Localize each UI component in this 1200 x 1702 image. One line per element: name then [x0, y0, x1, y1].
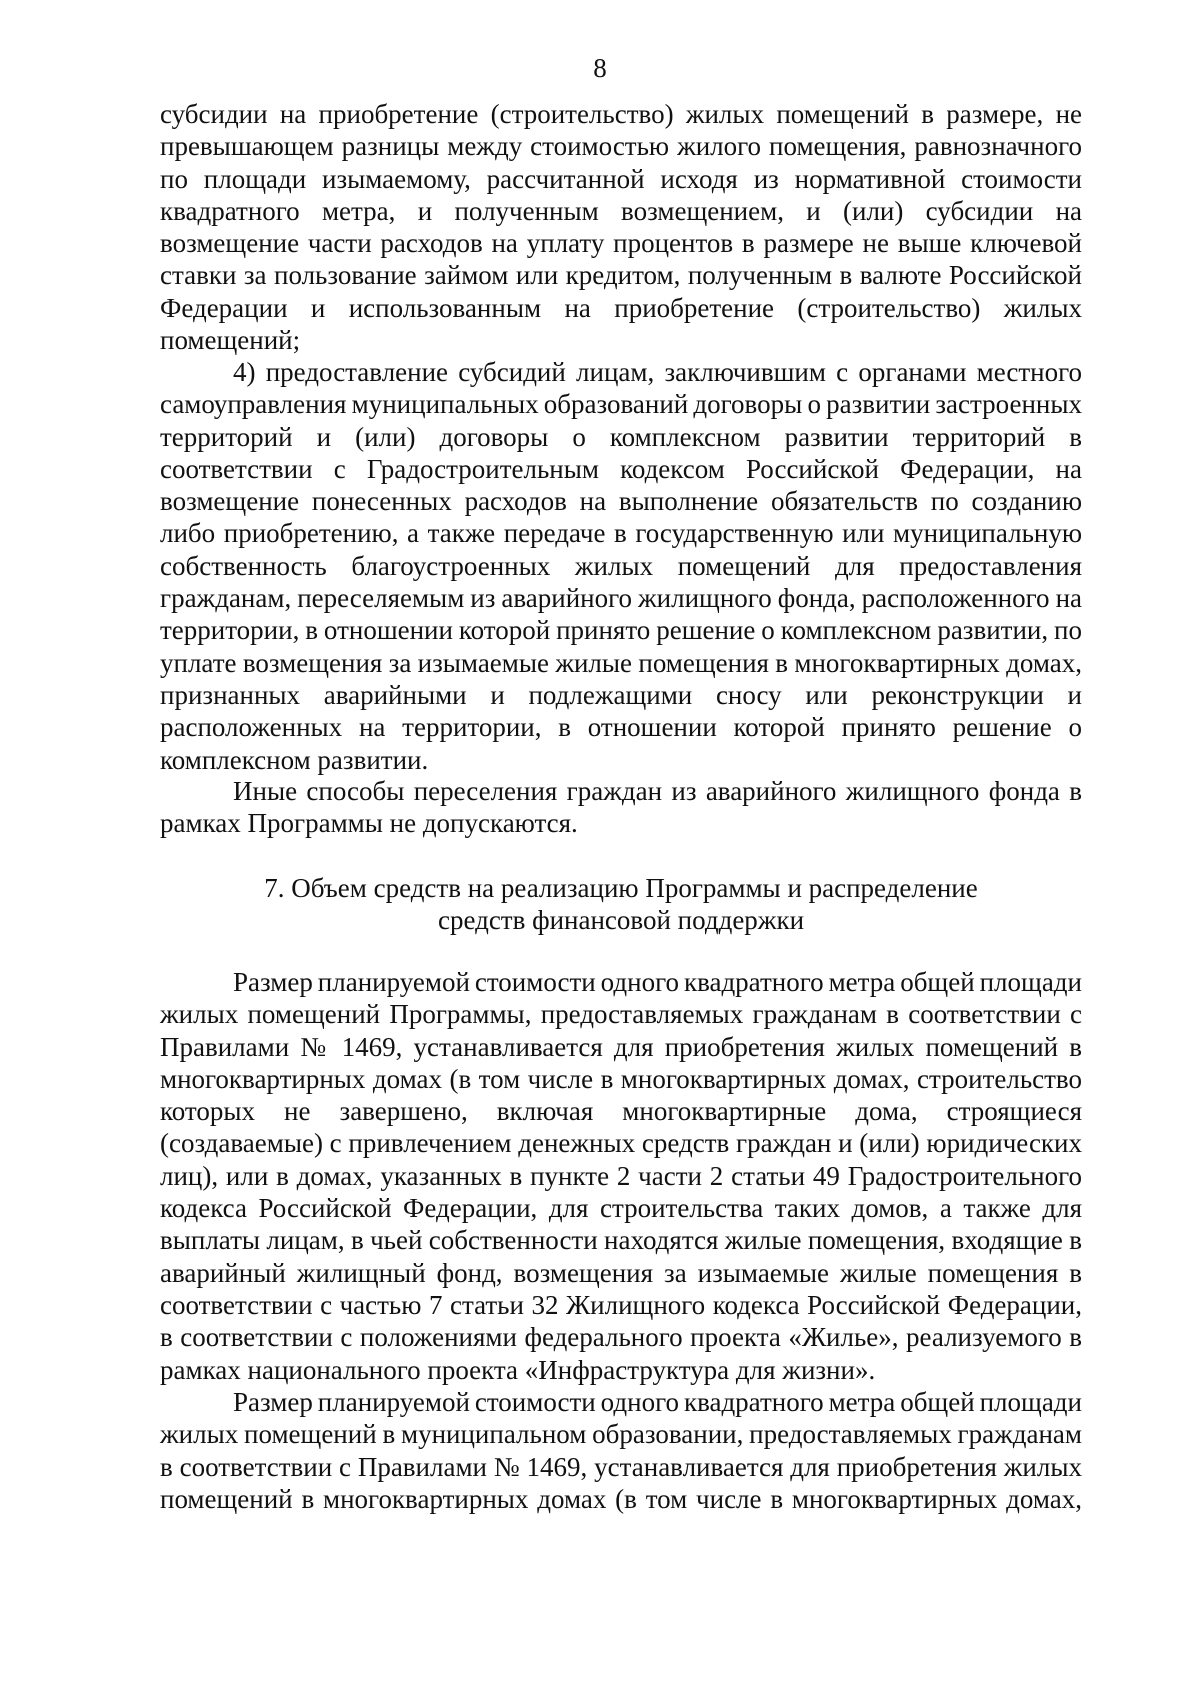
text-line: комплексном развитии.: [160, 744, 429, 775]
text-line: кодекса Российской Федерации, для строительства таких домов, а также для: [160, 1193, 1082, 1224]
text-line: соответствии с Градостроительным кодексом Российской Федерации, на: [160, 453, 1082, 484]
text-line: признанных аварийными и подлежащими сносу или реконструкции и: [160, 679, 1082, 710]
paragraph-other-methods: [160, 775, 1082, 840]
text-line: либо приобретению, а также передаче в государственную или муниципальную: [160, 518, 1082, 549]
text-line: лиц), или в домах, указанных в пункте 2 части 2 статьи 49 Градостроительного: [160, 1160, 1082, 1191]
text-line: жилых помещений Программы, предоставляемых гражданам в соответствии с: [160, 999, 1082, 1030]
text-line: Правилами № 1469, устанавливается для приобретения жилых помещений в: [160, 1031, 1082, 1062]
paragraph-subsidies-continuation: [160, 98, 1082, 356]
text-line: аварийный жилищный фонд, возмещения за изымаемые жилые помещения в: [160, 1257, 1082, 1288]
text-line: жилых помещений в муниципальном образовании, предоставляемых гражданам: [160, 1419, 1082, 1450]
text-line: в соответствии с Правилами № 1469, устанавливается для приобретения жилых: [160, 1451, 1082, 1482]
text-line: выплаты лицам, в чьей собственности находятся жилые помещения, входящие в: [160, 1225, 1082, 1256]
text-line: рамках национального проекта «Инфраструктура для жизни».: [160, 1354, 876, 1385]
text-line: Размер планируемой стоимости одного квадратного метра общей площади: [233, 1387, 1082, 1417]
section-heading: [160, 872, 1082, 937]
text-line: возмещение части расходов на уплату процентов в размере не выше ключевой: [160, 228, 1082, 259]
section-heading-line: средств финансовой поддержки: [437, 905, 805, 936]
text-line: по площади изымаемому, рассчитанной исходя из нормативной стоимости: [160, 163, 1082, 194]
text-line: Размер планируемой стоимости одного квадратного метра общей площади: [233, 967, 1082, 997]
text-line: самоуправления муниципальных образований договоры о развитии застроенных: [160, 389, 1082, 420]
text-line: превышающем разницы между стоимостью жилого помещения, равнозначного: [160, 131, 1082, 162]
text-line: Федерации и использованным на приобретение (строительство) жилых: [160, 292, 1082, 323]
text-line: квадратного метра, и полученным возмещением, и (или) субсидии на: [160, 195, 1082, 226]
text-line: территорий и (или) договоры о комплексном развитии территорий в: [160, 421, 1082, 452]
text-line: уплате возмещения за изымаемые жилые помещения в многоквартирных домах,: [160, 647, 1082, 678]
paragraph-municipal-cost: [160, 1386, 1082, 1515]
text-line: возмещение понесенных расходов на выполнение обязательств по созданию: [160, 486, 1082, 517]
text-line: расположенных на территории, в отношении которой принято решение о: [160, 712, 1082, 743]
text-line: Иные способы переселения граждан из аварийного жилищного фонда в: [233, 776, 1082, 806]
text-line: многоквартирных домах (в том числе в многоквартирных домах, строительство: [160, 1063, 1082, 1094]
page-number: 8: [593, 53, 607, 83]
text-line: ставки за пользование займом или кредитом, полученным в валюте Российской: [160, 260, 1082, 291]
text-line: (создаваемые) с привлечением денежных средств граждан и (или) юридических: [160, 1128, 1082, 1159]
paragraph-item-4: [160, 356, 1082, 776]
text-line: гражданам, переселяемым из аварийного жилищного фонда, расположенного на: [160, 583, 1082, 614]
text-line: территории, в отношении которой принято решение о комплексном развитии, по: [160, 615, 1083, 646]
text-line: субсидии на приобретение (строительство) жилых помещений в размере, не: [160, 99, 1082, 129]
text-line: помещений;: [160, 325, 301, 356]
text-line: которых не завершено, включая многоквартирные дома, строящиеся: [160, 1096, 1082, 1127]
text-line: рамках Программы не допускаются.: [160, 808, 578, 839]
text-line: собственность благоустроенных жилых помещений для предоставления: [160, 550, 1082, 581]
paragraph-program-cost: [160, 966, 1082, 1386]
text-line: соответствии с частью 7 статьи 32 Жилищного кодекса Российской Федерации,: [160, 1289, 1082, 1320]
text-line: помещений в многоквартирных домах (в том числе в многоквартирных домах,: [160, 1483, 1082, 1514]
section-heading-line: 7. Объем средств на реализацию Программы и распределение: [264, 873, 978, 903]
text-line: 4) предоставление субсидий лицам, заключившим с органами местного: [233, 357, 1082, 387]
text-line: в соответствии с положениями федерального проекта «Жилье», реализуемого в: [160, 1322, 1082, 1353]
